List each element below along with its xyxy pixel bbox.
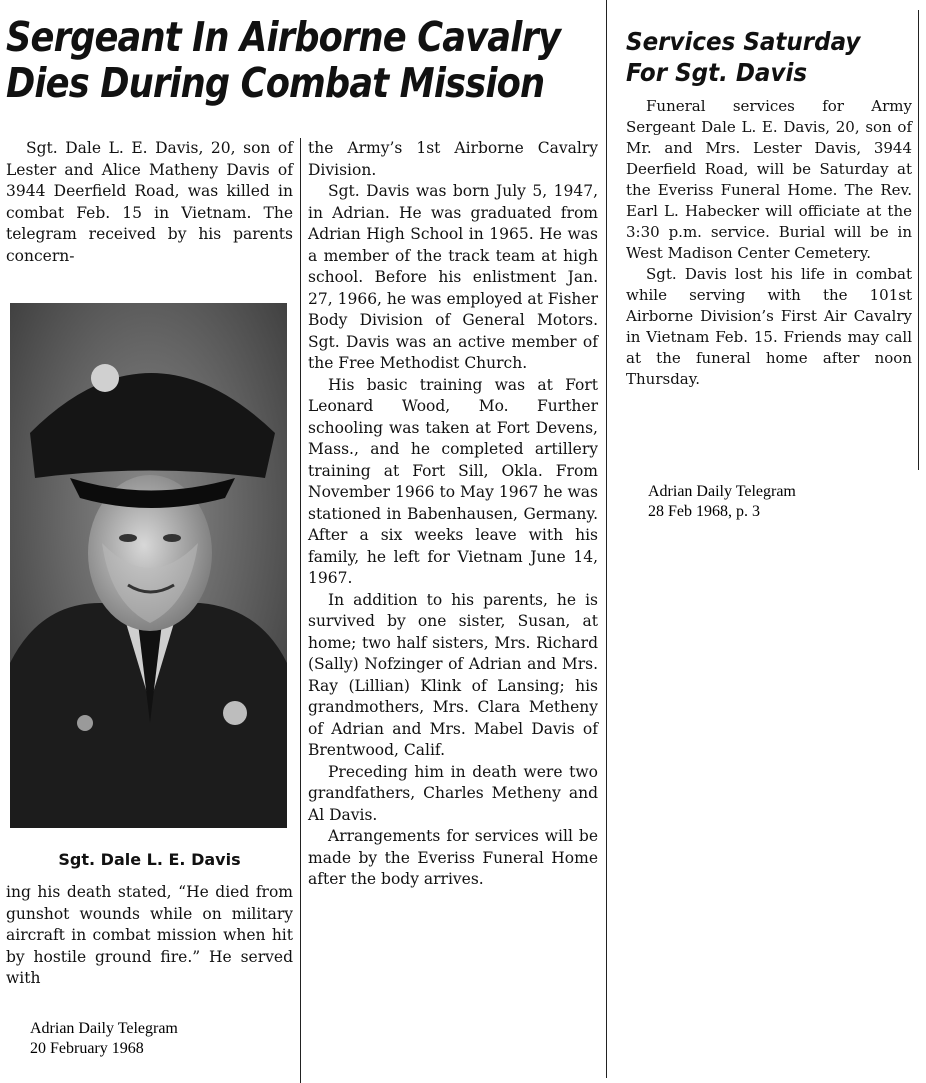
article1-paragraph2: Sgt. Davis was born July 5, 1947, in Adrian. He was graduated from Adrian High School in 1965. He was a member of the track team at high school. Before his enlistment Jan. 27, 1966, he was employed at Fisher Body Division of General Motors. Sgt. Davis was an active member of the Free Methodist Church.	[308, 182, 598, 372]
article2-paragraph2: Sgt. Davis lost his life in combat while serving with the 101st Airborne Division’s First Air Cavalry in Vietnam Feb. 15. Friends may call at the funeral home after noon Thursday.	[626, 265, 912, 388]
article1-paragraph1-start: Sgt. Dale L. E. Davis, 20, son of Lester and Alice Matheny Davis of 3944 Deerfield Road, was killed in combat Feb. 15 in Vietnam. The telegram received by his parents concern-	[6, 139, 293, 265]
article1-paragraph6: Arrangements for services will be made by the Everiss Funeral Home after the body arrives.	[308, 827, 598, 888]
article1-column2	[308, 138, 598, 891]
article2-source-publication: Adrian Daily Telegram	[648, 483, 796, 500]
article2-column	[626, 96, 912, 390]
article1-column1-bottom	[6, 882, 293, 990]
article1-source-citation	[30, 1019, 178, 1059]
article2-source-citation	[648, 482, 796, 522]
article1-paragraph1-continued: ing his death stated, “He died from gunshot wounds while on military aircraft in combat mission when hit by hostile ground fire.” He served with	[6, 883, 293, 987]
soldier-portrait-photo	[10, 303, 287, 828]
article1-column1-top	[6, 138, 293, 267]
article1-headline	[6, 13, 561, 107]
article1-paragraph1-end: the Army’s 1st Airborne Cavalry Division.	[308, 139, 598, 179]
photo-caption: Sgt. Dale L. E. Davis	[58, 850, 241, 869]
article2-headline-line1: Services Saturday	[626, 27, 861, 56]
article2-source-date: 28 Feb 1968, p. 3	[648, 503, 760, 520]
article1-paragraph5: Preceding him in death were two grandfathers, Charles Metheny and Al Davis.	[308, 762, 598, 824]
article1-paragraph4: In addition to his parents, he is survived by one sister, Susan, at home; two half sisters, Mrs. Richard (Sally) Nofzinger of Adrian and Mrs. Ray (Lillian) Klink of Lansing; his grandmothers, Mrs. Clara Metheny of Adrian and Mrs. Mabel Davis of Brentwood, Calif.	[308, 590, 598, 759]
article1-source-publication: Adrian Daily Telegram	[30, 1020, 178, 1037]
article1-headline-line1: Sergeant In Airborne Cavalry	[6, 13, 561, 61]
column-divider-2	[606, 0, 607, 1078]
article2-paragraph1: Funeral services for Army Sergeant Dale L. E. Davis, 20, son of Mr. and Mrs. Lester Davis, 3944 Deerfield Road, will be Saturday at the Everiss Funeral Home. The Rev. Earl L. Habecker will officiate at the 3:30 p.m. service. Burial will be in West Madison Center Cemetery.	[626, 97, 912, 262]
article1-source-date: 20 February 1968	[30, 1040, 144, 1057]
article1-headline-line2: Dies During Combat Mission	[6, 59, 545, 107]
article1-paragraph3: His basic training was at Fort Leonard Wood, Mo. Further schooling was taken at Fort Devens, Mass., and he completed artillery training at Fort Sill, Okla. From November 1966 to May 1967 he was stationed in Babenhausen, Germany. After a six weeks leave with his family, he left for Vietnam June 14, 1967.	[308, 375, 598, 587]
article2-right-border	[918, 10, 919, 470]
article2-headline	[626, 26, 902, 88]
column-divider-1	[300, 138, 301, 1083]
soldier-portrait-illustration	[10, 303, 287, 828]
article2-headline-line2: For Sgt. Davis	[626, 58, 808, 87]
